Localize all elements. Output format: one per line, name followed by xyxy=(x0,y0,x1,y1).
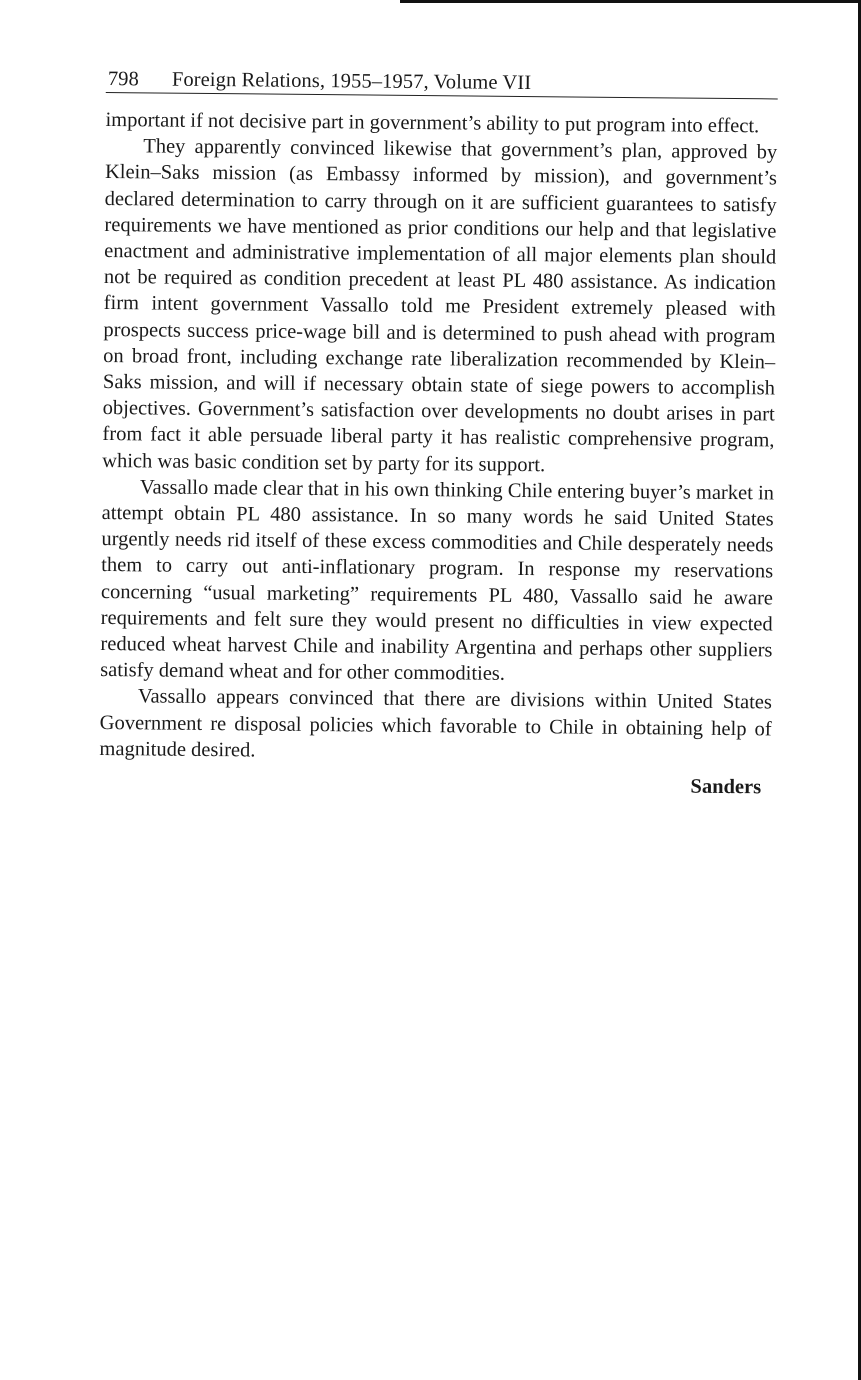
running-header xyxy=(106,68,778,99)
paragraph: Vassallo made clear that in his own thinking Chile entering buyer’s market in attempt obtain PL 480 assistance. In so many words he said United States urgently needs rid itself of these excess commodities and Chile desperately needs them to carry out anti-inflationary program. In response my reservations concerning “usual marketing” requirements PL 480, Vassallo said he aware requirements and felt sure they would present no difficulties in view expected reduced wheat harvest Chile and inability Argentina and perhaps other suppliers satisfy demand wheat and for other commodities. xyxy=(100,476,775,686)
signature: Sanders xyxy=(690,775,762,799)
running-title: Foreign Relations, 1955–1957, Volume VII xyxy=(171,68,532,95)
document-page xyxy=(99,68,778,799)
paragraph: Vassallo appears convinced that there are divisions within United States Government re disposal policies which favorable to Chile in obtaining help of magnitude desired. xyxy=(99,685,773,762)
scan-top-edge xyxy=(400,0,861,3)
paragraph: They apparently convinced likewise that government’s plan, approved by Klein–Saks mission (as Embassy informed by mission), and government’s declared determination to carry through on it are sufficient guarantees to satisfy requirements we have mentioned as prior conditions our help and that legislative enactment and administrative implementation of all major elements plan should not be required as condition precedent at least PL 480 assistance. As indication firm intent government Vassallo told me President extremely pleased with prospects success price-wage bill and is determined to push ahead with program on broad front, including exchange rate liberalization recommended by Klein–Saks mission, and will if necessary obtain state of siege powers to accomplish objectives. Government’s satisfaction over developments no doubt arises in part from fact it able persuade liberal party it has realistic comprehensive program, which was basic condition set by party for its support. xyxy=(102,135,778,476)
document-body xyxy=(99,107,777,768)
paragraph-continued: important if not decisive part in government’s ability to put program into effect. xyxy=(105,108,760,138)
page-number: 798 xyxy=(107,68,140,91)
